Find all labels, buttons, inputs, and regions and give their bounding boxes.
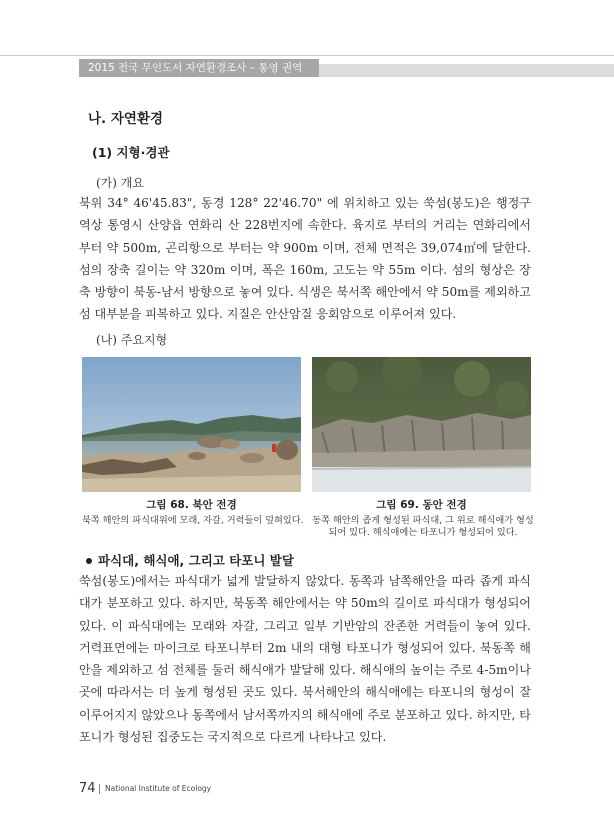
footer-organization: National Institute of Ecology (105, 784, 212, 793)
figure-68-caption: 그림 68. 북안 전경 (146, 499, 237, 511)
bullet-heading (86, 551, 294, 569)
landform-paragraph: 쑥섬(봉도)에서는 파식대가 넓게 발달하지 않았다. 동쪽과 남쪽해안을 따라 좁게 파식대가 분포하고 있다. 하지만, 북동쪽 해안에서는 약 50m의 길이로 파식대가 형성되어 있다. 이 파식대에는 모래와 자갈, 그리고 일부 기반암의 잔존한 거력들이 놓여 있다. 거력표면에는 마이크로 타포니부터 2m 내의 대형 타포니가 형성되어 있다. 북동쪽 해안을 제외하고 섬 전체를 둘러 해식애가 발달해 있다. 해식애의 높이는 주로 4-5m이나 곳에 따라서는 더 높게 형성된 곳도 있다. 북서해안의 해식애에는 타포니의 형성이 잘 이루어지지 않았으나 동쪽에서 남서쪽까지의 해식애에 주로 분포하고 있다. 하지만, 타포니가 형성된 집중도는 국지적으로 다르게 나타나고 있다. (79, 574, 531, 745)
overview-label: (가) 개요 (96, 176, 144, 190)
east-coast-photo-image (312, 357, 531, 492)
header-bar-extension (319, 64, 614, 77)
overview-paragraph: 북위 34° 46'45.83", 동경 128° 22'46.70" 에 위치하고 있는 쑥섬(봉도)은 행정구역상 통영시 산양읍 연화리 산 228번지에 속한다. 육지로 부터의 거리는 연화리에서 부터 약 500m, 곤리항으로 부터는 약 900m 이며, 전체 면적은 39,074㎡에 달한다. 섬의 장축 길이는 약 320m 이며, 폭은 160m, 고도는 약 55m 이다. 섬의 형상은 장축 방향이 북동-남서 방향으로 놓여 있다. 식생은 북서쪽 해안에서 약 50m를 제외하고 섬 대부분을 피복하고 있다. 지질은 안산암질 응회암으로 이루어져 있다. (79, 196, 531, 322)
terrain-label: (나) 주요지형 (96, 333, 168, 347)
page-number: 74 (79, 781, 96, 796)
north-coast-photo (82, 357, 301, 492)
running-header: 2015 전국 무인도서 자연환경조사 – 통영 권역 (79, 59, 319, 77)
north-coast-photo-image (82, 357, 301, 492)
subsection-title: (1) 지형·경관 (92, 145, 170, 160)
footer-divider (99, 784, 100, 794)
section-title: 나. 자연환경 (88, 111, 164, 127)
figure-69-description: 동쪽 해안의 좁게 형성된 파식대, 그 위로 해식애가 형성되어 있다. 해식애에는 타포니가 형성되어 있다. (312, 515, 534, 538)
bullet-heading-text: 파식대, 해식애, 그리고 타포니 발달 (98, 553, 294, 568)
figure-68-description: 북쪽 해안의 파식대위에 모래, 자갈, 거력들이 덮혀있다. (82, 515, 304, 526)
bullet-icon (86, 558, 92, 564)
header-rule (0, 55, 614, 56)
figure-69-caption: 그림 69. 동안 전경 (376, 499, 467, 511)
east-coast-photo (312, 357, 531, 492)
